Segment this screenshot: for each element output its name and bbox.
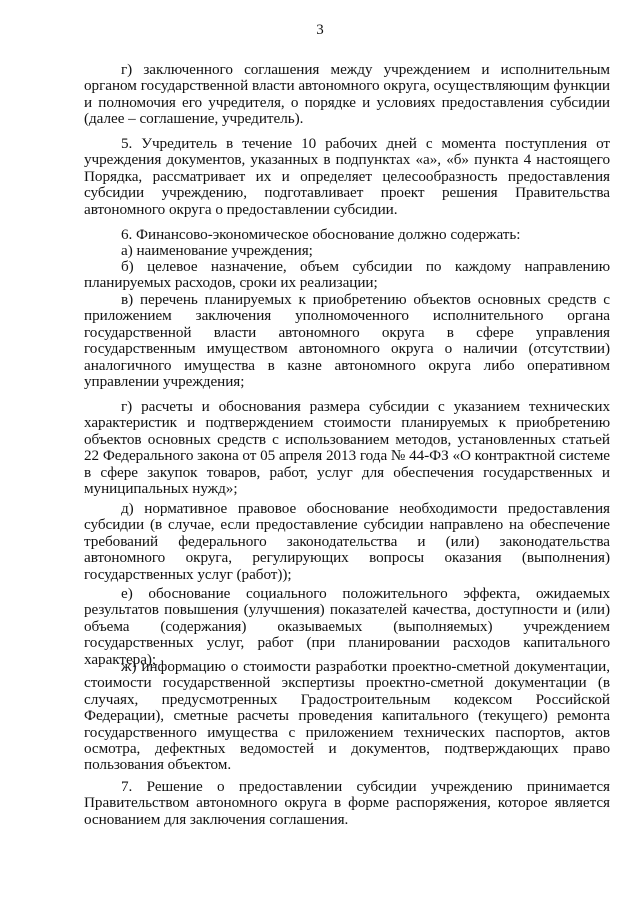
paragraph-6: 6. Финансово-экономическое обоснование должно содержать: bbox=[121, 226, 521, 243]
paragraph-6zh: ж) информацию о стоимости разработки проектно-сметной документации, стоимости государственной экспертизы проектно-сметной документации (в случаях, предусмотренных Градостроительным кодексом Российской Федерации), сметные расчеты проведения капитального (текущего) ремонта государственного имущества с приложением технических паспортов, актов осмотра, дефектных ведомостей и документов, подтверждающих право пользования объектом. bbox=[84, 658, 610, 774]
page-number: 3 bbox=[316, 22, 324, 38]
paragraph-6b: б) целевое назначение, объем субсидии по каждому направлению планируемых расходов, сроки их реализации; bbox=[84, 258, 610, 292]
paragraph-5: 5. Учредитель в течение 10 рабочих дней с момента поступления от учреждения документов, указанных в подпунктах «а», «б» пункта 4 настоящего Порядка, рассматривает их и определяет целесообразность предоставления субсидии учреждению, подготавливает проект решения Правительства автономного округа о предоставлении субсидии. bbox=[84, 135, 610, 218]
paragraph-6e: е) обоснование социального положительного эффекта, ожидаемых результатов повышения (улучшения) показателей качества, доступности и (или) объема (содержания) оказываемых (выполняемых) учреждением государственных услуг, работ (при планировании расходов капитального характера); bbox=[84, 585, 610, 668]
paragraph-6v: в) перечень планируемых к приобретению объектов основных средств с приложением заключения уполномоченного исполнительного органа государственной власти автономного округа в сфере управления государственным имуществом автономного округа о наличии (отсутствии) аналогичного имущества в казне автономного округа либо оперативном управлении учреждения; bbox=[84, 291, 610, 391]
paragraph-6a: а) наименование учреждения; bbox=[121, 242, 313, 259]
paragraph-6g: г) расчеты и обоснования размера субсидии с указанием технических характеристик и подтверждением стоимости планируемых к приобретению объектов основных средств с использованием методов, установленных статьей 22 Федерального закона от 05 апреля 2013 года № 44-ФЗ «О контрактной системе в сфере закупок товаров, работ, услуг для обеспечения государственных и муниципальных нужд»; bbox=[84, 398, 610, 498]
paragraph-6d: д) нормативное правовое обоснование необходимости предоставления субсидии (в случае, если предоставление субсидии направлено на обеспечение требований федерального законодательства и (или) законодательства автономного округа, регулирующих вопросы оказания (выполнения) государственных услуг (работ)); bbox=[84, 500, 610, 583]
paragraph-g-agreement: г) заключенного соглашения между учреждением и исполнительным органом государственной власти автономного округа, осуществляющим функции и полномочия его учредителя, о порядке и условиях предоставления субсидии (далее – соглашение, учредитель). bbox=[84, 61, 610, 128]
paragraph-7: 7. Решение о предоставлении субсидии учреждению принимается Правительством автономного округа в форме распоряжения, которое является основанием для заключения соглашения. bbox=[84, 778, 610, 828]
